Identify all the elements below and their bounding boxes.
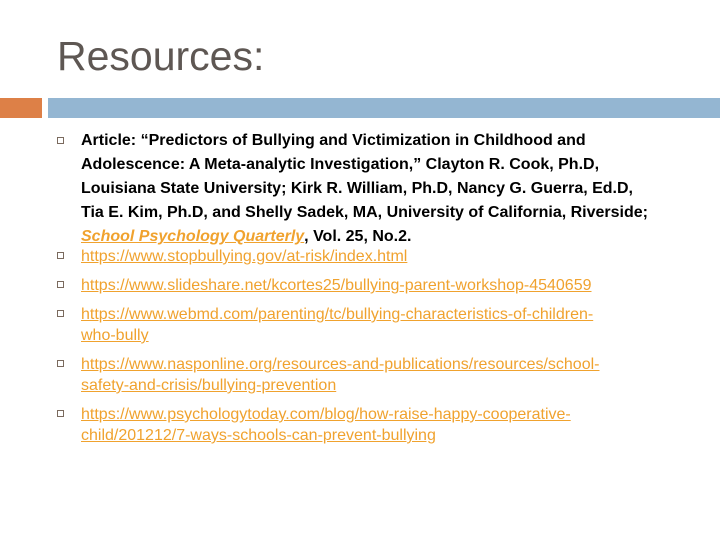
square-bullet-icon: [57, 252, 64, 259]
link-text[interactable]: https://www.webmd.com/parenting/tc/bullying-characteristics-of-children-: [81, 306, 594, 323]
accent-bar-orange: [0, 98, 42, 118]
article-suffix: , Vol. 25, No.2.: [304, 228, 412, 245]
resource-link-webmd[interactable]: [81, 304, 593, 346]
link-text[interactable]: safety-and-crisis/bullying-prevention: [81, 377, 337, 394]
link-text[interactable]: https://www.stopbullying.gov/at-risk/index.html: [81, 248, 408, 265]
article-label: Article:: [81, 132, 137, 149]
article-line: Louisiana State University; Kirk R. William, Ph.D, Nancy G. Guerra, Ed.D,: [81, 180, 633, 197]
square-bullet-icon: [57, 281, 64, 288]
square-bullet-icon: [57, 137, 64, 144]
article-line: Tia E. Kim, Ph.D, and Shelly Sadek, MA, University of California, Riverside;: [81, 204, 648, 221]
link-text[interactable]: https://www.slideshare.net/kcortes25/bullying-parent-workshop-4540659: [81, 277, 592, 294]
resource-link-psychologytoday[interactable]: [81, 404, 571, 446]
square-bullet-icon: [57, 310, 64, 317]
resource-link-slideshare[interactable]: [81, 275, 592, 296]
journal-link[interactable]: School Psychology Quarterly: [81, 228, 305, 245]
link-text[interactable]: https://www.nasponline.org/resources-and-publications/resources/school-: [81, 356, 600, 373]
article-line: “Predictors of Bullying and Victimization in Childhood and: [136, 132, 586, 149]
link-text[interactable]: who-bully: [81, 327, 149, 344]
slide-title: Resources:: [57, 33, 265, 79]
article-citation: [81, 129, 648, 249]
article-line: Adolescence: A Meta-analytic Investigation,” Clayton R. Cook, Ph.D,: [81, 156, 600, 173]
resource-link-stopbullying[interactable]: [81, 246, 407, 267]
square-bullet-icon: [57, 360, 64, 367]
link-text[interactable]: https://www.psychologytoday.com/blog/how-raise-happy-cooperative-: [81, 406, 571, 423]
accent-bar-blue: [48, 98, 720, 118]
link-text[interactable]: child/201212/7-ways-schools-can-prevent-bullying: [81, 427, 436, 444]
square-bullet-icon: [57, 410, 64, 417]
resource-link-nasponline[interactable]: [81, 354, 599, 396]
